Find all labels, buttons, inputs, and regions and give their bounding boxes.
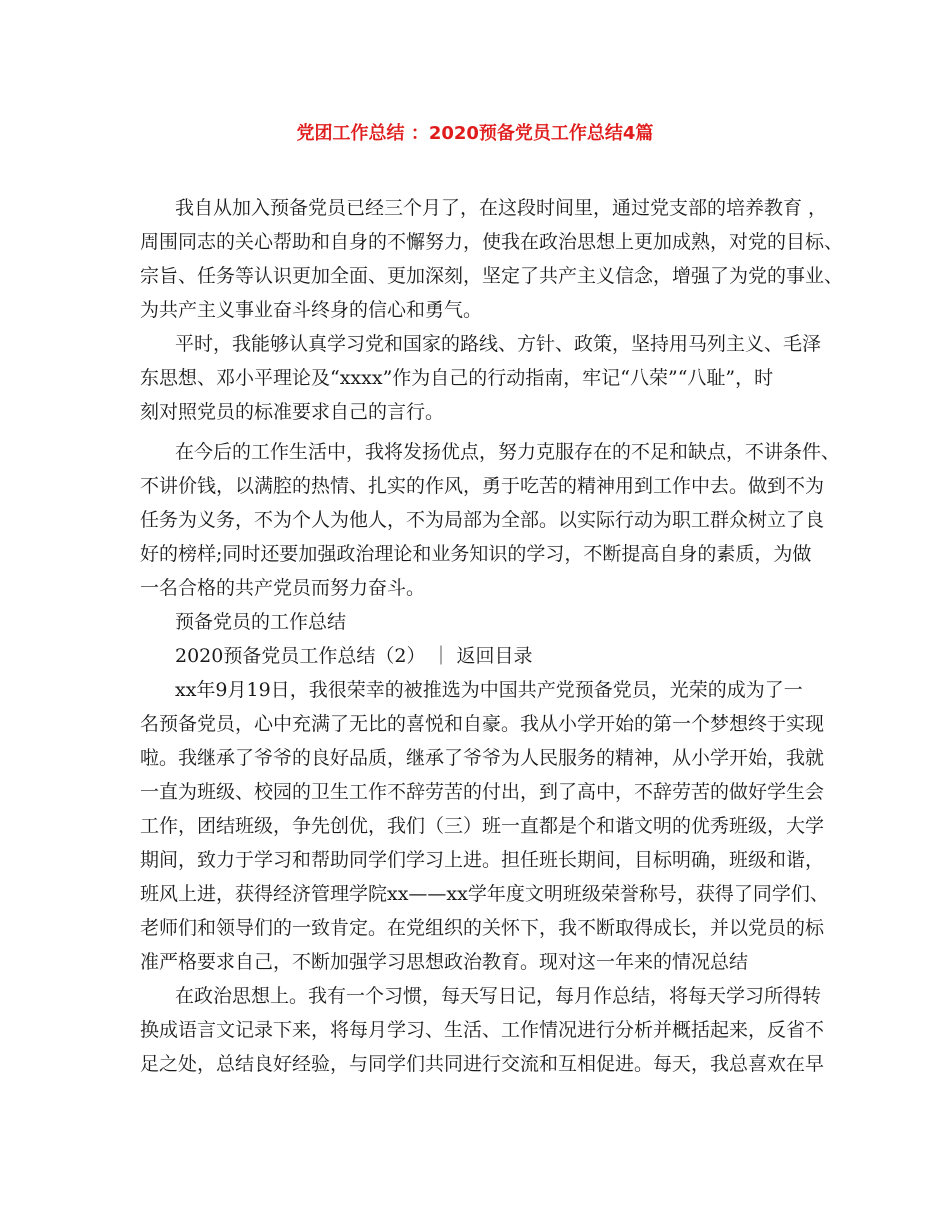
text-line: 不讲价钱，以满腔的热情、扎实的作风，勇于吃苦的精神用到工作中去。做到不为: [140, 475, 825, 497]
text-line: 啦。我继承了爷爷的良好品质，继承了爷爷为人民服务的精神，从小学开始，我就: [140, 747, 825, 769]
text-line: 好的榜样;同时还要加强政治理论和业务知识的学习，不断提高自身的素质，为做: [140, 543, 812, 565]
text-line: 在今后的工作生活中，我将发扬优点，努力克服存在的不足和缺点，不讲条件、: [175, 441, 841, 463]
text-line: 任务为义务，不为个人为他人，不为局部为全部。以实际行动为职工群众树立了良: [140, 509, 825, 531]
text-line: 我自从加入预备党员已经三个月了，在这段时间里，通过党支部的培养教育 ，: [175, 197, 828, 219]
back-to-contents-link[interactable]: 2020预备党员工作总结（2） ｜ 返回目录: [175, 645, 533, 667]
text-line: xx年9月19日，我很荣幸的被推选为中国共产党预备党员，光荣的成为了一: [175, 679, 803, 701]
text-line: 刻对照党员的标准要求自己的言行。: [140, 401, 445, 423]
text-line: 准严格要求自己，不断加强学习思想政治教育。现对这一年来的情况总结: [140, 951, 749, 973]
text-line: 周围同志的关心帮助和自身的不懈努力，使我在政治思想上更加成熟，对党的目标、: [140, 231, 844, 253]
text-line: 一名合格的共产党员而努力奋斗。: [140, 577, 426, 599]
text-line: 期间，致力于学习和帮助同学们学习上进。担任班长期间，目标明确，班级和谐，: [140, 849, 825, 871]
text-line: 工作，团结班级，争先创优，我们（三）班一直都是个和谐文明的优秀班级，大学: [140, 815, 825, 837]
section-heading: 预备党员的工作总结: [175, 611, 347, 633]
text-line: 足之处，总结良好经验，与同学们共同进行交流和互相促进。每天，我总喜欢在早: [140, 1053, 825, 1075]
text-line: 东思想、邓小平理论及“xxxx”作为自己的行动指南，牢记“八荣”“八耻”，时: [140, 367, 774, 389]
text-line: 换成语言文记录下来，将每月学习、生活、工作情况进行分析并概括起来，反省不: [140, 1019, 825, 1041]
text-line: 在政治思想上。我有一个习惯，每天写日记，每月作总结，将每天学习所得转: [175, 985, 822, 1007]
text-line: 班风上进，获得经济管理学院xx——xx学年度文明班级荣誉称号，获得了同学们、: [140, 883, 829, 905]
text-line: 宗旨、任务等认识更加全面、更加深刻，坚定了共产主义信念，增强了为党的事业、: [140, 265, 844, 287]
document-title: 党团工作总结 ：2020预备党员工作总结4篇: [296, 123, 654, 144]
text-line: 名预备党员，心中充满了无比的喜悦和自豪。我从小学开始的第一个梦想终于实现: [140, 713, 825, 735]
text-line: 老师们和领导们的一致肯定。在党组织的关怀下，我不断取得成长，并以党员的标: [140, 917, 825, 939]
text-line: 一直为班级、校园的卫生工作不辞劳苦的付出，到了高中，不辞劳苦的做好学生会: [140, 781, 825, 803]
text-line: 为共产主义事业奋斗终身的信心和勇气。: [140, 299, 483, 321]
text-line: 平时，我能够认真学习党和国家的路线、方针、政策，坚持用马列主义、毛泽: [175, 333, 822, 355]
